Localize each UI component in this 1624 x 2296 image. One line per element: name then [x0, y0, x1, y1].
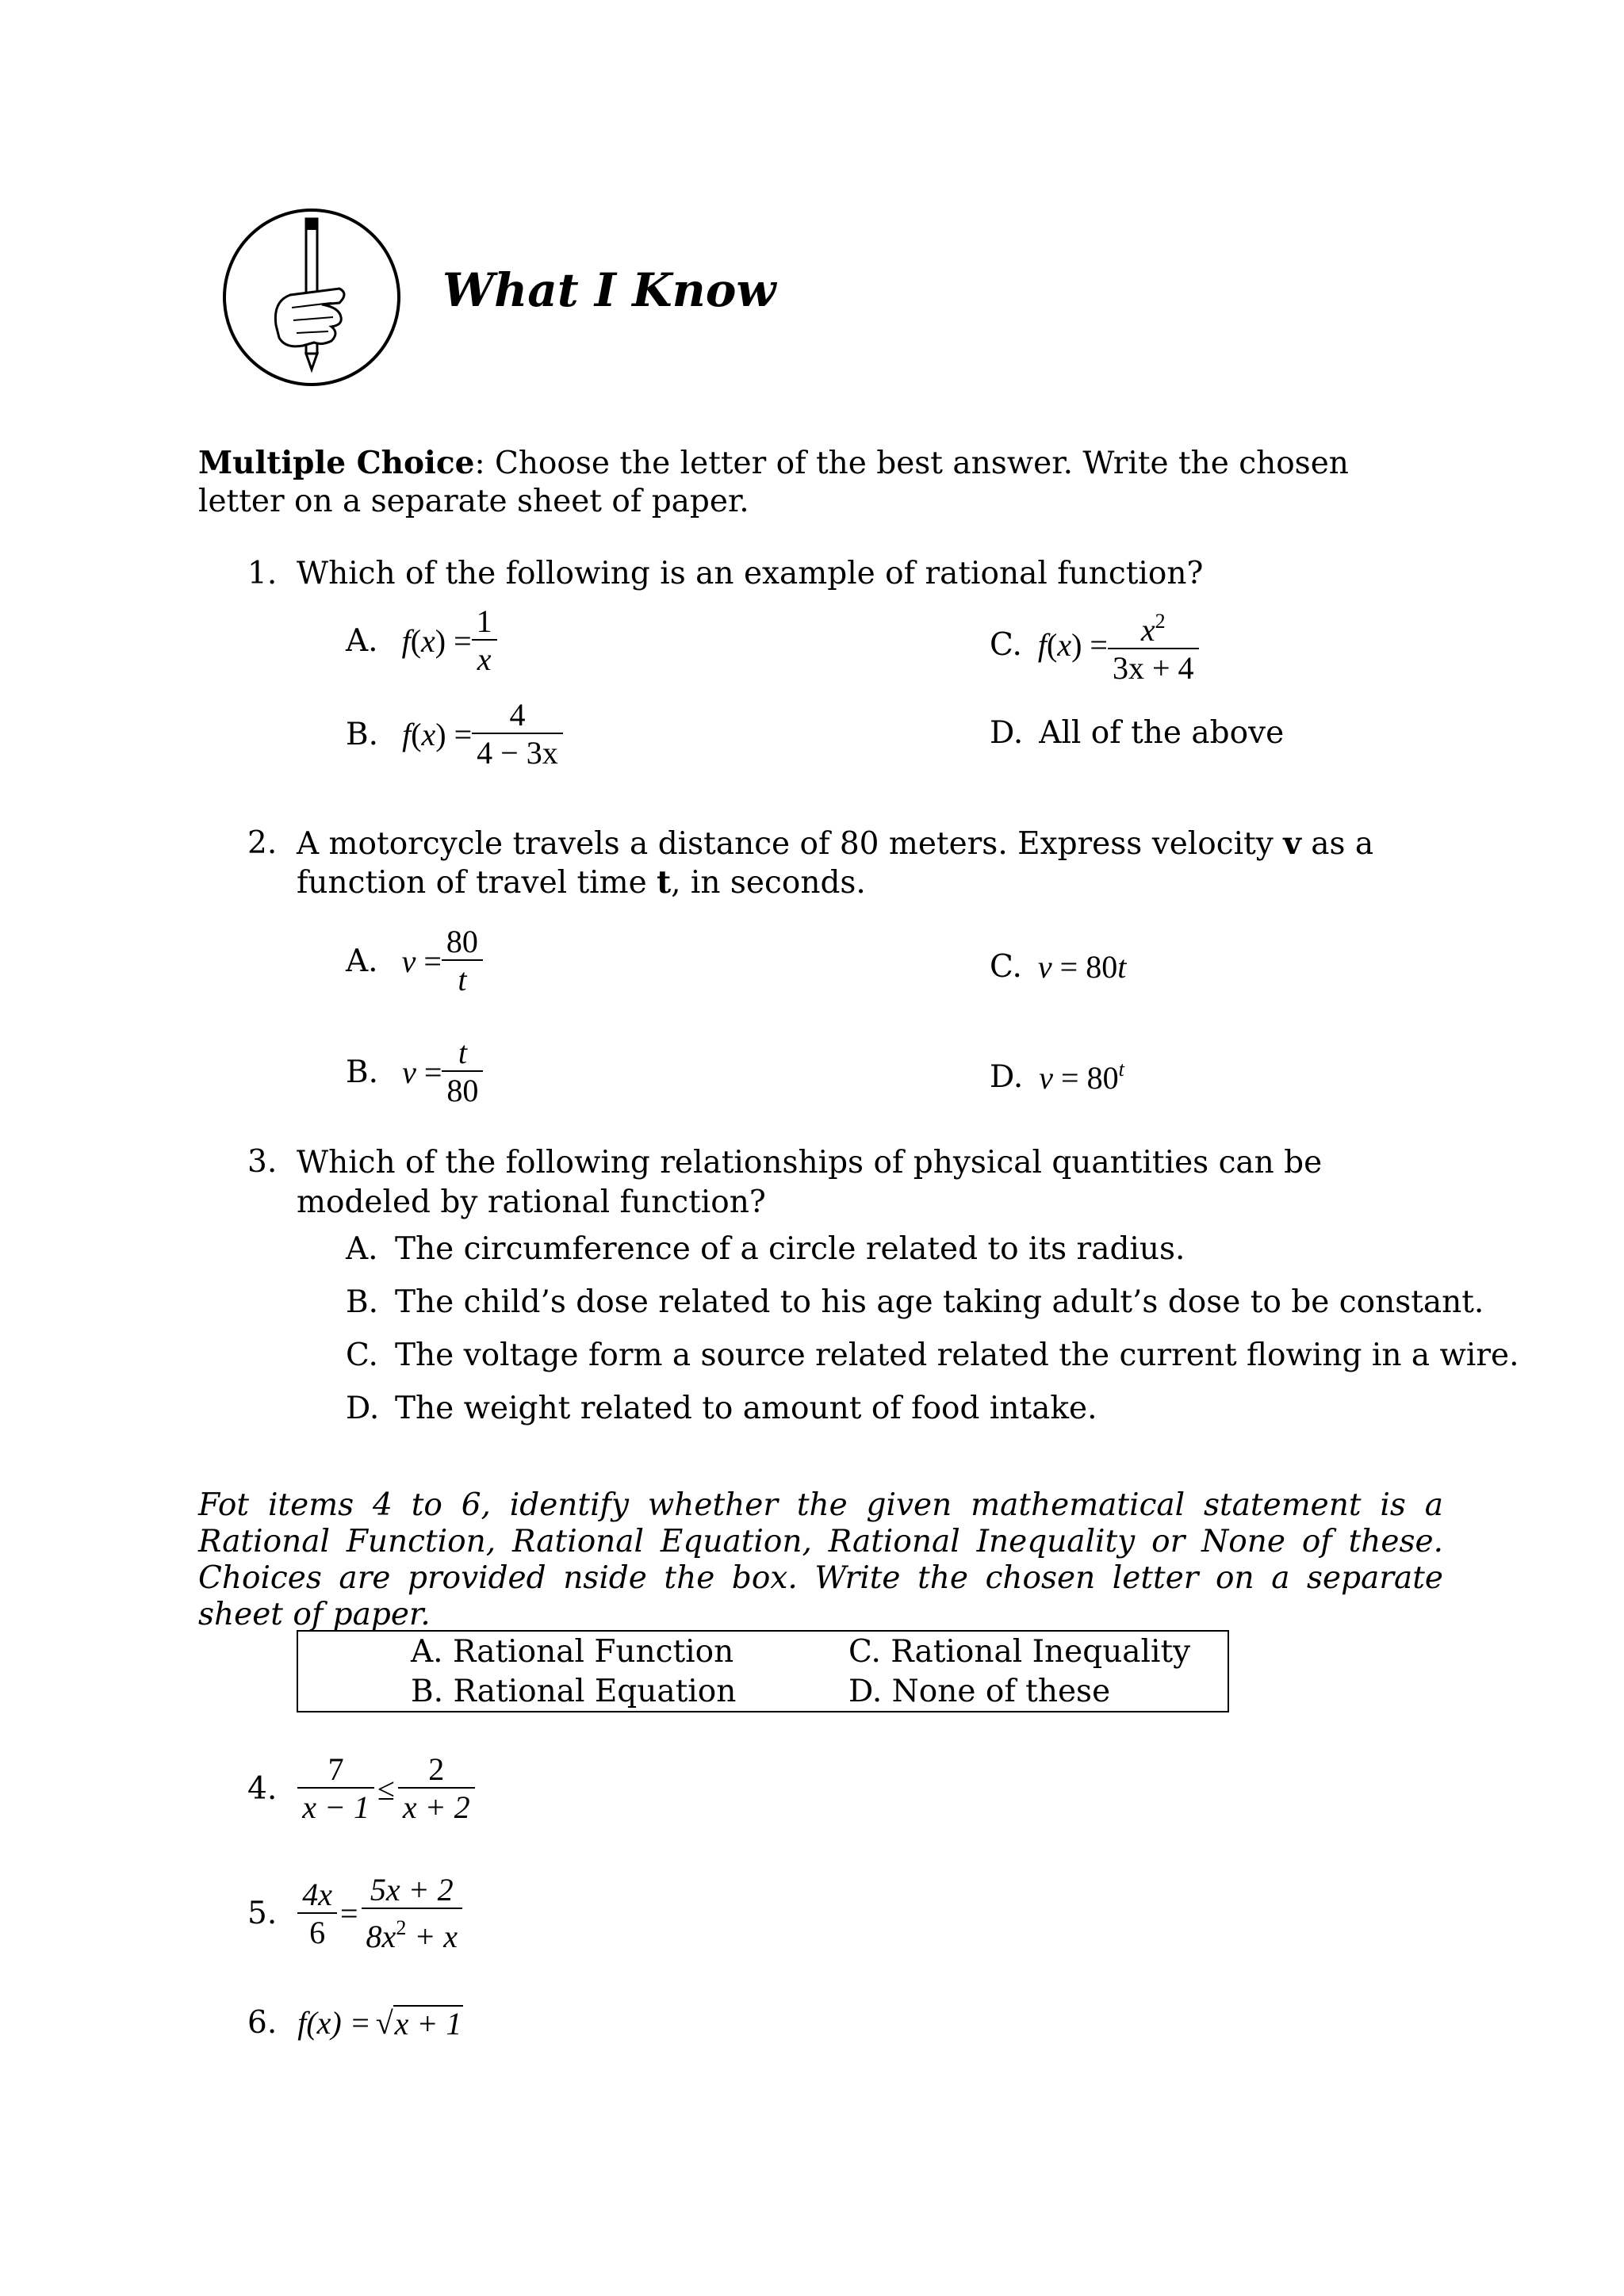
option-label: A. — [346, 622, 378, 659]
item-number: 6. — [247, 2005, 278, 2041]
page-title: What I Know — [442, 263, 776, 317]
fraction: $\frac{4x}{6}$ — [297, 1877, 337, 1950]
q3-number: 3. — [247, 1144, 278, 1180]
q2-question: A motorcycle travels a distance of 80 meters. Express velocity v as a function of travel time t, in seconds. — [297, 825, 1374, 901]
option-label: D. — [990, 715, 1024, 751]
item-4: 4. $\frac{7}{x - 1}$ ≤ $\frac{2}{x + 2}$ — [247, 1752, 475, 1825]
q3-option-c[interactable]: C. The voltage form a source related related the current flowing in a wire. — [346, 1337, 1519, 1373]
q1-option-c[interactable]: C. f(x) = $\frac{x^2}{3x + 4}$ — [990, 604, 1199, 686]
q3-option-a[interactable]: A. The circumference of a circle related to its radius. — [346, 1231, 1185, 1267]
option-label: B. — [346, 716, 379, 752]
option-label: B. — [346, 1054, 379, 1090]
q2-number: 2. — [247, 825, 278, 861]
option-text: All of the above — [1039, 715, 1285, 751]
choice-a: A. Rational Function — [411, 1634, 734, 1670]
choice-d: D. None of these — [848, 1674, 1111, 1709]
instructions — [198, 444, 1443, 521]
fraction: $\frac{x^2}{3x + 4}$ — [1108, 604, 1199, 686]
option-label: A. — [346, 943, 378, 979]
option-label: C. — [990, 949, 1022, 985]
fraction: $\frac{t}{80}$ — [442, 1035, 483, 1108]
fraction: $\frac{7}{x - 1}$ — [297, 1752, 374, 1825]
fraction: $\frac{80}{t}$ — [442, 924, 483, 997]
q2-option-d[interactable]: D. $v = 80^t$ — [990, 1058, 1124, 1096]
q3-options — [346, 1223, 1519, 1435]
choices-box — [297, 1630, 1229, 1712]
item-number: 5. — [247, 1896, 278, 1931]
q2-option-a[interactable]: A. v = $\frac{80}{t}$ — [346, 924, 483, 997]
q1-question: Which of the following is an example of rational function? — [297, 556, 1204, 591]
radicand: x + 1 — [394, 2005, 462, 2042]
item-5: 5. $\frac{4x}{6}$ = $\frac{5x + 2}{8x^2 + x}$ — [247, 1873, 462, 1954]
fraction: $\frac{5x + 2}{8x^2 + x}$ — [362, 1873, 463, 1954]
choice-c: C. Rational Inequality — [848, 1634, 1191, 1670]
option-label: D. — [990, 1059, 1024, 1095]
q1-option-b[interactable]: B. f(x) = $\frac{4}{4 - 3x}$ — [346, 698, 563, 771]
option-label: C. — [990, 627, 1022, 663]
item-6: 6. f(x) = √ x + 1 — [247, 2005, 462, 2042]
choice-b: B. Rational Equation — [411, 1674, 737, 1709]
fraction: $\frac{4}{4 - 3x}$ — [472, 698, 563, 771]
instructions-label: Multiple Choice — [198, 445, 475, 481]
items-4-6-instructions: Fot items 4 to 6, identify whether the given mathematical statement is a Rational Function, Rational Equation, Rational Inequality or None of these. Choices are provided nside the box. Write the chosen letter on a separate sheet of paper. — [198, 1487, 1443, 1632]
fraction: $\frac{1}{x}$ — [472, 604, 497, 677]
q2-option-c[interactable]: C. v = 80t — [990, 949, 1127, 985]
q1-option-d[interactable] — [990, 715, 1284, 751]
fraction: $\frac{2}{x + 2}$ — [398, 1752, 475, 1825]
item-number: 4. — [247, 1770, 278, 1807]
q1-number: 1. — [247, 556, 278, 591]
q2-option-b[interactable]: B. v = $\frac{t}{80}$ — [346, 1035, 483, 1108]
instructions-text: : Choose the letter of the best answer. Write the chosen letter on a separate sheet of paper. — [198, 446, 1349, 519]
pencil-in-hand-icon — [220, 206, 403, 388]
q3-option-b[interactable]: B. The child’s dose related to his age taking adult’s dose to be constant. — [346, 1284, 1484, 1320]
radical-sign: √ — [375, 2005, 393, 2041]
q1-option-a[interactable]: A. f(x) = $\frac{1}{x}$ — [346, 604, 497, 677]
q3-question: Which of the following relationships of physical quantities can be modeled by rational function? — [297, 1145, 1323, 1220]
q3-option-d[interactable]: D. The weight related to amount of food intake. — [346, 1391, 1097, 1426]
